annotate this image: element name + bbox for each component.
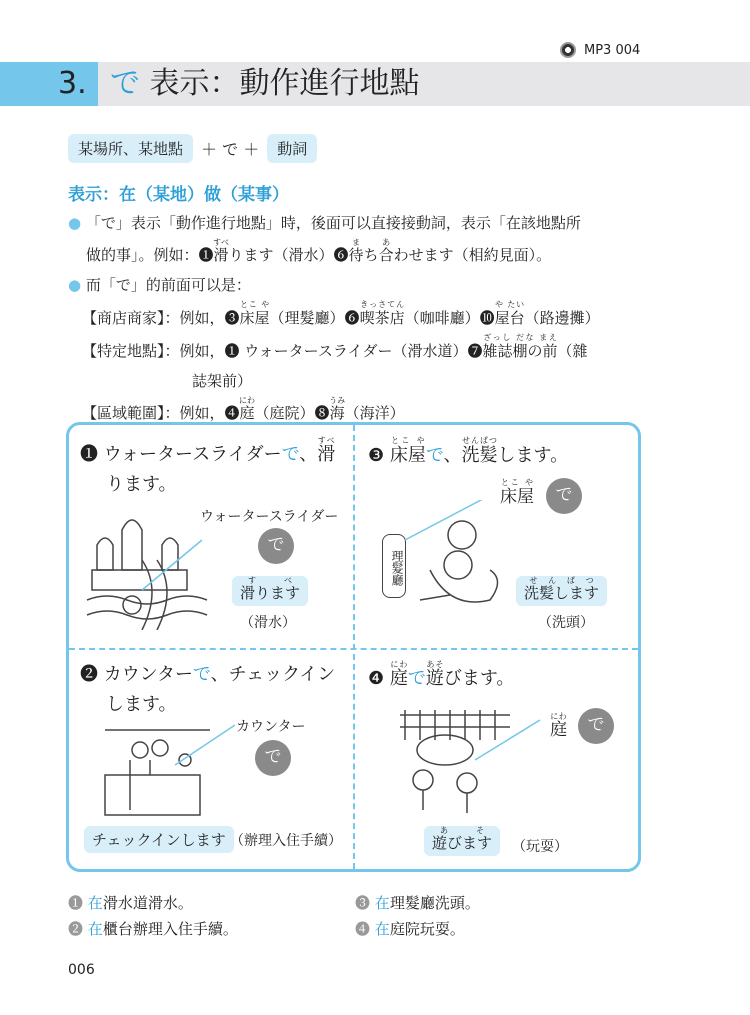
panel-divider-horizontal (69, 648, 638, 650)
formula-place: 某場所、某地點 (68, 134, 193, 163)
translation-4: ❹ 在庭院玩耍。 (355, 920, 465, 938)
example-2-verb-tag: チェックインします (84, 826, 234, 853)
example-3-verb-tag: 洗髪しますせんぱつ (516, 576, 607, 606)
de-particle-circle: で (255, 740, 291, 776)
bullet-1: ● 「で」表示「動作進行地點」時，後面可以直接接動詞，表示「在該地點所 (68, 214, 581, 232)
bullet-2: ● 而「で」的前面可以是： (68, 276, 251, 294)
waterslide-illustration (82, 500, 232, 630)
explanation: ● 「で」表示「動作進行地點」時，後面可以直接接動詞，表示「在該地點所 做的事」。例如：❶滑すべります（滑水）❻待まち合あわせます（相約見面）。 ● 而「で」的前面可以是： 【商店商家】：例如，❸床屋とこ や（理髮廳）❻喫茶店きっさてん（咖啡廳）❿屋台や たい（路邊攤） 【特定地點】：例如，❶ ウォータースライダー（滑水道）❼雑誌棚の前ざっし だな まえ（雜 誌架前） 【區域範圍】：例如，❹庭にわ（庭院）❽海うみ（海洋） (68, 208, 668, 428)
example-3-sentence: ❸ 床屋とこ やで、洗髪せんぱつします。 (368, 436, 569, 466)
grammar-formula (68, 134, 317, 163)
de-particle-circle: で (258, 528, 294, 564)
audio-track[interactable] (560, 42, 640, 58)
page-title: で 表示：動作進行地點 (110, 66, 420, 101)
translation-2: ❷ 在櫃台辦理入住手續。 (68, 920, 238, 938)
panel-divider-vertical (353, 425, 355, 869)
page-number: 006 (68, 962, 95, 978)
category-row-shops: 【商店商家】：例如，❸床屋とこ や（理髮廳）❻喫茶店きっさてん（咖啡廳）❿屋台や たい（路邊攤） (82, 300, 600, 327)
subheading: 表示：在（某地）做（某事） (68, 185, 289, 205)
formula-plus: ＋ で ＋ (201, 140, 260, 159)
formula-verb: 動詞 (267, 134, 317, 163)
example-2-sentence: ❷ カウンターで、チェックイン します。 (80, 664, 336, 715)
translation-3: ❸ 在理髮廳洗頭。 (355, 894, 480, 912)
example-1-gloss: （滑水） (240, 615, 296, 631)
garden-illustration (395, 705, 555, 820)
example-4-verb-tag: 遊びますあそ (424, 826, 500, 856)
example-2-label: カウンター (236, 719, 306, 735)
example-4-sentence: ❹ 庭にわで遊あそびます。 (368, 660, 515, 689)
example-4-gloss: （玩耍） (512, 839, 568, 855)
example-3-gloss: （洗頭） (538, 615, 594, 631)
example-1-sentence: ❶ ウォータースライダーで、滑すべ ります。 (80, 436, 336, 495)
de-particle-circle: で (546, 478, 582, 514)
example-1-verb-tag: 滑りますすべ (232, 576, 308, 606)
category-row-places: 【特定地點】：例如，❶ ウォータースライダー（滑水道）❼雑誌棚の前ざっし だな まえ（雜 (82, 333, 588, 360)
audio-track-label: MP3 004 (584, 42, 641, 58)
counter-illustration (100, 720, 250, 820)
example-2-gloss: （辦理入住手續） (230, 833, 342, 849)
barber-illustration (400, 500, 510, 615)
cd-icon (560, 42, 576, 58)
bullet-dot-icon: ● (68, 276, 82, 294)
barber-sign: 理髮廳 (382, 534, 406, 598)
example-4-label: 庭にわ (550, 712, 567, 740)
example-3-label: 床屋とこ や (500, 478, 534, 507)
de-particle-circle: で (578, 708, 614, 744)
bullet-dot-icon: ● (68, 214, 82, 232)
category-row-areas: 【區域範圍】：例如，❹庭にわ（庭院）❽海うみ（海洋） (82, 396, 405, 422)
section-number: 3. (58, 66, 87, 101)
example-1-label: ウォータースライダー (200, 509, 339, 525)
translation-1: ❶ 在滑水道滑水。 (68, 894, 193, 912)
